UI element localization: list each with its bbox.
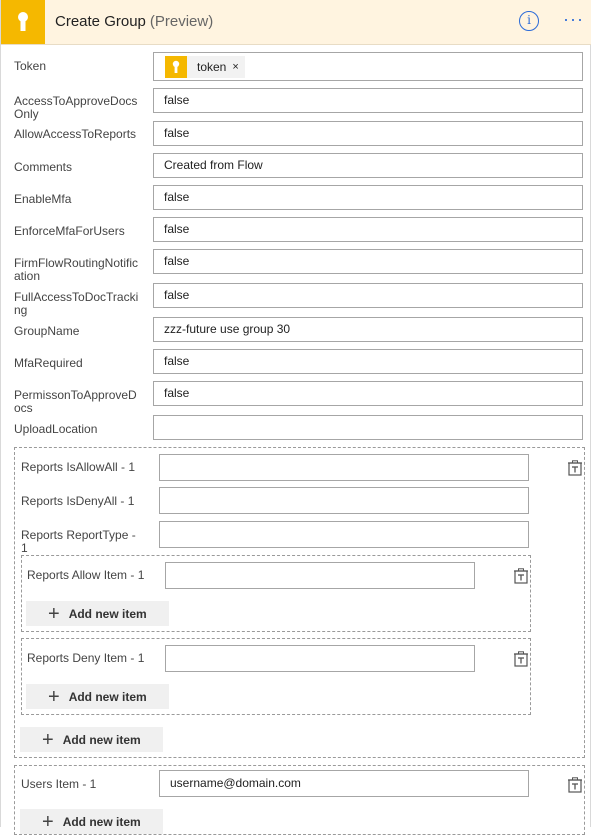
add-deny-item-button[interactable]: [26, 684, 169, 709]
delete-item-icon[interactable]: [567, 777, 583, 793]
enable-mfa-input[interactable]: false: [153, 185, 583, 210]
card-title: [55, 13, 213, 30]
delete-item-icon[interactable]: [513, 568, 529, 584]
reports-report-type-label: Reports ReportType - 1: [21, 528, 136, 555]
firm-flow-input[interactable]: false: [153, 249, 583, 274]
plus-icon: +: [42, 728, 54, 751]
keyhole-icon: [165, 56, 187, 78]
add-allow-item-label: Add new item: [68, 606, 147, 621]
access-approve-docs-input[interactable]: false: [153, 88, 583, 113]
token-chip-label: token: [197, 60, 227, 74]
token-label: Token: [14, 59, 47, 73]
upload-location-input[interactable]: [153, 415, 583, 440]
reports-deny-item-label: Reports Deny Item - 1: [27, 651, 145, 665]
access-approve-docs-label: AccessToApproveDocsOnly: [14, 94, 138, 121]
info-icon[interactable]: i: [519, 11, 539, 31]
card-header[interactable]: [1, 0, 591, 45]
reports-allow-item-input[interactable]: [165, 562, 475, 589]
reports-allow-item-label: Reports Allow Item - 1: [27, 568, 145, 582]
remove-token-icon[interactable]: ×: [232, 61, 239, 73]
group-name-input[interactable]: zzz-future use group 30: [153, 317, 583, 342]
add-deny-item-label: Add new item: [68, 689, 147, 704]
comments-label: Comments: [14, 160, 73, 174]
reports-is-allow-all-label: Reports IsAllowAll - 1: [21, 460, 136, 474]
reports-deny-item-input[interactable]: [165, 645, 475, 672]
plus-icon: +: [48, 685, 60, 708]
reports-is-deny-all-input[interactable]: [159, 487, 529, 514]
full-access-input[interactable]: false: [153, 283, 583, 308]
allow-access-reports-input[interactable]: false: [153, 121, 583, 146]
add-user-item-button[interactable]: [20, 809, 163, 834]
upload-location-label: UploadLocation: [14, 422, 98, 436]
plus-icon: +: [42, 810, 54, 833]
keyhole-icon: [1, 0, 45, 44]
enforce-mfa-input[interactable]: false: [153, 217, 583, 242]
users-item-input[interactable]: username@domain.com: [159, 770, 529, 797]
add-report-item-label: Add new item: [62, 732, 141, 747]
permission-approve-label: PermissonToApproveDocs: [14, 388, 137, 415]
permission-approve-input[interactable]: false: [153, 381, 583, 406]
plus-icon: +: [48, 602, 60, 625]
reports-is-allow-all-input[interactable]: [159, 454, 529, 481]
delete-item-icon[interactable]: [513, 651, 529, 667]
more-icon[interactable]: ···: [563, 9, 584, 29]
add-report-item-button[interactable]: [20, 727, 163, 752]
card-title-text: Create Group: [55, 13, 146, 30]
mfa-required-label: MfaRequired: [14, 356, 83, 370]
reports-report-type-input[interactable]: [159, 521, 529, 548]
full-access-label: FullAccessToDocTracking: [14, 290, 139, 317]
add-allow-item-button[interactable]: [26, 601, 169, 626]
users-item-label: Users Item - 1: [21, 777, 97, 791]
comments-input[interactable]: Created from Flow: [153, 153, 583, 178]
group-name-label: GroupName: [14, 324, 80, 338]
firm-flow-label: FirmFlowRoutingNotification: [14, 256, 139, 283]
enforce-mfa-label: EnforceMfaForUsers: [14, 224, 125, 238]
delete-item-icon[interactable]: [567, 460, 583, 476]
preview-tag: (Preview): [149, 13, 214, 30]
add-user-item-label: Add new item: [62, 814, 141, 829]
enable-mfa-label: EnableMfa: [14, 192, 72, 206]
reports-is-deny-all-label: Reports IsDenyAll - 1: [21, 494, 135, 508]
allow-access-reports-label: AllowAccessToReports: [14, 127, 137, 141]
mfa-required-input[interactable]: false: [153, 349, 583, 374]
token-chip[interactable]: [165, 56, 245, 78]
